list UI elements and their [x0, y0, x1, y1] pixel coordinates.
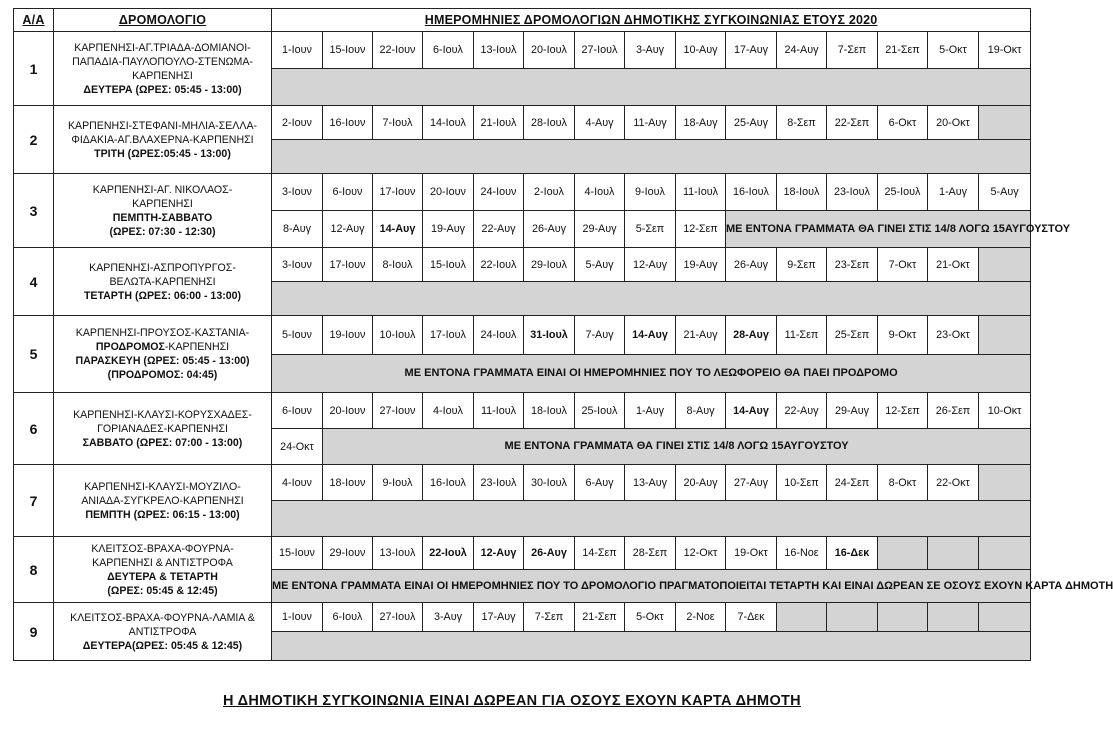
route-line: ΓΟΡΙΑΝΑΔΕΣ-ΚΑΡΠΕΝΗΣΙ — [97, 422, 228, 435]
header-row — [14, 9, 1031, 32]
route-number: 2 — [14, 106, 54, 174]
date-cell: 19-Αυγ — [676, 248, 726, 282]
date-cell: 15-Ιουν — [272, 537, 323, 570]
date-cell: 11-Σεπ — [777, 316, 827, 355]
route-number: 9 — [14, 603, 54, 661]
route-line: ΚΑΡΠΕΝΗΣΙ-ΑΓ.ΤΡΙΑΔΑ-ΔΟΜΙΑΝΟΙ- — [74, 41, 251, 54]
route-days-hours: ΠΕΜΠΤΗ (ΩΡΕΣ: 06:15 - 13:00) — [85, 508, 240, 521]
date-cell: 18-Ιουλ — [524, 393, 575, 429]
date-cell: 29-Ιουλ — [524, 248, 575, 282]
date-cell: 28-Σεπ — [625, 537, 676, 570]
empty-cell — [777, 603, 827, 632]
date-cell: 4-Ιουν — [272, 465, 323, 501]
route-row — [14, 465, 1031, 501]
empty-band — [272, 140, 1031, 174]
route-line: ΚΑΡΠΕΝΗΣΙ-ΣΤΕΦΑΝΙ-ΜΗΛΙΑ-ΣΕΛΛΑ- — [67, 119, 258, 132]
date-cell: 24-Σεπ — [827, 465, 878, 501]
date-cell: 3-Αυγ — [423, 603, 474, 632]
date-cell: 24-Αυγ — [777, 32, 827, 69]
date-cell: 3-Ιουν — [272, 248, 323, 282]
note-cell: ΜΕ ΕΝΤΟΝΑ ΓΡΑΜΜΑΤΑ ΘΑ ΓΙΝΕΙ ΣΤΙΣ 14/8 ΛΟΓΩ 15ΑΥΓΟΥΣΤΟΥ — [726, 211, 1031, 248]
route-line: ΠΑΠΑΔΙΑ-ΠΑΥΛΟΠΟΥΛΟ-ΣΤΕΝΩΜΑ- — [72, 55, 253, 68]
empty-cell — [878, 603, 928, 632]
date-cell: 22-Σεπ — [827, 106, 878, 140]
route-line: ΚΑΡΠΕΝΗΣΙ-ΚΛΑΥΣΙ-ΚΟΡΥΣΧΑΔΕΣ- — [73, 408, 252, 421]
route-number: 5 — [14, 316, 54, 393]
date-cell: 23-Οκτ — [928, 316, 979, 355]
date-cell: 11-Ιουλ — [474, 393, 524, 429]
route-description — [54, 465, 272, 537]
schedule-body — [14, 32, 1113, 661]
date-cell: 9-Ιουλ — [373, 465, 423, 501]
date-cell: 2-Ιουλ — [524, 174, 575, 211]
schedule-table — [13, 8, 1113, 661]
date-cell: 14-Αυγ — [726, 393, 777, 429]
route-row — [14, 393, 1031, 429]
footer-note: Η ΔΗΜΟΤΙΚΗ ΣΥΓΚΟΙΝΩΝΙΑ ΕΙΝΑΙ ΔΩΡΕΑΝ ΓΙΑ ΟΣΟΥΣ ΕΧΟΥΝ ΚΑΡΤΑ ΔΗΜΟΤΗ — [223, 693, 801, 709]
route-row — [14, 32, 1031, 69]
route-days-hours: ΠΕΜΠΤΗ-ΣΑΒΒΑΤΟ — [112, 211, 213, 224]
date-cell: 5-Οκτ — [625, 603, 676, 632]
route-days-hours: ΔΕΥΤΕΡΑ & ΤΕΤΑΡΤΗ — [107, 570, 218, 583]
date-cell: 2-Ιουν — [272, 106, 323, 140]
schedule-sheet — [13, 8, 1113, 690]
route-number: 6 — [14, 393, 54, 465]
date-cell: 23-Ιουλ — [474, 465, 524, 501]
date-cell: 4-Ιουλ — [575, 174, 625, 211]
date-cell: 11-Ιουλ — [676, 174, 726, 211]
date-cell: 28-Αυγ — [726, 316, 777, 355]
date-cell: 15-Ιουν — [323, 32, 373, 69]
date-cell: 10-Σεπ — [777, 465, 827, 501]
date-cell: 25-Ιουλ — [575, 393, 625, 429]
date-cell: 14-Αυγ — [625, 316, 676, 355]
route-description — [54, 32, 272, 106]
date-cell: 21-Ιουλ — [474, 106, 524, 140]
date-cell: 8-Σεπ — [777, 106, 827, 140]
route-number: 3 — [14, 174, 54, 248]
date-cell: 21-Οκτ — [928, 248, 979, 282]
route-number: 7 — [14, 465, 54, 537]
date-cell: 29-Αυγ — [827, 393, 878, 429]
date-cell: 16-Ιουν — [323, 106, 373, 140]
date-cell: 6-Ιουλ — [423, 32, 474, 69]
route-description — [54, 393, 272, 465]
date-cell: 5-Οκτ — [928, 32, 979, 69]
date-cell: 1-Αυγ — [928, 174, 979, 211]
date-cell: 20-Ιουλ — [524, 32, 575, 69]
date-cell: 13-Αυγ — [625, 465, 676, 501]
route-row — [14, 106, 1031, 140]
route-line: ΚΑΡΠΕΝΗΣΙ-ΚΛΑΥΣΙ-ΜΟΥΖΙΛΟ- — [84, 480, 241, 493]
route-line: ΦΙΔΑΚΙΑ-ΑΓ.ΒΛΑΧΕΡΝΑ-ΚΑΡΠΕΝΗΣΙ — [71, 133, 254, 146]
date-cell: 21-Σεπ — [878, 32, 928, 69]
date-cell: 12-Αυγ — [625, 248, 676, 282]
date-cell: 18-Ιουλ — [777, 174, 827, 211]
date-cell: 1-Ιουν — [272, 32, 323, 69]
route-number: 4 — [14, 248, 54, 316]
date-cell: 19-Οκτ — [979, 32, 1031, 69]
date-cell: 3-Αυγ — [625, 32, 676, 69]
date-cell: 7-Σεπ — [827, 32, 878, 69]
route-number: 1 — [14, 32, 54, 106]
note-cell: ΜΕ ΕΝΤΟΝΑ ΓΡΑΜΜΑΤΑ ΘΑ ΓΙΝΕΙ ΣΤΙΣ 14/8 ΛΟΓΩ 15ΑΥΓΟΥΣΤΟΥ — [323, 429, 1031, 465]
route-days-hours: ΤΕΤΑΡΤΗ (ΩΡΕΣ: 06:00 - 13:00) — [83, 289, 242, 302]
date-cell: 13-Ιουλ — [373, 537, 423, 570]
empty-band — [272, 501, 1031, 537]
route-line-bold: ΠΡΟΔΡΟΜΟΣ — [95, 341, 165, 353]
date-cell: 6-Ιουν — [272, 393, 323, 429]
route-row — [14, 316, 1031, 355]
note-cell: ΜΕ ΕΝΤΟΝΑ ΓΡΑΜΜΑΤΑ ΕΙΝΑΙ ΟΙ ΗΜΕΡΟΜΗΝΙΕΣ ΠΟΥ ΤΟ ΔΡΟΜΟΛΟΓΙΟ ΠΡΑΓΜΑΤΟΠΟΙΕΙΤΑΙ ΤΕΤΑΡΤΗ ΚΑΙ ΕΙΝΑΙ ΔΩΡΕΑΝ ΣΕ ΟΣΟΥΣ ΕΧΟΥΝ ΚΑΡΤΑ ΔΗΜΟΤΗ — [272, 570, 1031, 603]
date-cell: 13-Ιουλ — [474, 32, 524, 69]
route-line: ΚΑΡΠΕΝΗΣΙ-ΑΓ. ΝΙΚΟΛΑΟΣ- — [92, 183, 233, 196]
date-cell: 14-Ιουλ — [423, 106, 474, 140]
route-description — [54, 174, 272, 248]
date-cell: 24-Ιουλ — [474, 316, 524, 355]
date-cell: 4-Ιουλ — [423, 393, 474, 429]
route-description — [54, 603, 272, 661]
date-cell: 12-Σεπ — [878, 393, 928, 429]
route-description — [54, 537, 272, 603]
route-line: ΚΑΡΠΕΝΗΣΙ — [132, 197, 193, 210]
route-days-hours: ΣΑΒΒΑΤΟ (ΩΡΕΣ: 07:00 - 13:00) — [82, 436, 243, 449]
date-cell: 22-Ιουλ — [474, 248, 524, 282]
route-days-hours: ΔΕΥΤΕΡΑ (ΩΡΕΣ: 05:45 - 13:00) — [83, 83, 242, 96]
date-cell: 20-Ιουν — [323, 393, 373, 429]
date-cell: 7-Οκτ — [878, 248, 928, 282]
date-cell: 12-Οκτ — [676, 537, 726, 570]
date-cell: 22-Αυγ — [777, 393, 827, 429]
route-line: ΒΕΛΩΤΑ-ΚΑΡΠΕΝΗΣΙ — [109, 275, 216, 288]
route-description — [54, 316, 272, 393]
date-cell: 1-Ιουν — [272, 603, 323, 632]
empty-band — [272, 282, 1031, 316]
date-cell: 6-Αυγ — [575, 465, 625, 501]
date-cell: 12-Αυγ — [474, 537, 524, 570]
empty-cell — [979, 248, 1031, 282]
route-line: ΚΛΕΙΤΣΟΣ-ΒΡΑΧΑ-ΦΟΥΡΝΑ- — [91, 542, 234, 555]
date-cell: 12-Αυγ — [323, 211, 373, 248]
date-cell: 1-Αυγ — [625, 393, 676, 429]
route-days-hours: ΠΑΡΑΣΚΕΥΗ (ΩΡΕΣ: 05:45 - 13:00) — [75, 355, 250, 367]
date-cell: 25-Ιουλ — [878, 174, 928, 211]
date-cell: 7-Ιουλ — [373, 106, 423, 140]
date-cell: 21-Σεπ — [575, 603, 625, 632]
date-cell: 25-Αυγ — [726, 106, 777, 140]
date-cell: 5-Σεπ — [625, 211, 676, 248]
date-cell: 28-Ιουλ — [524, 106, 575, 140]
date-cell: 16-Νοε — [777, 537, 827, 570]
date-cell: 31-Ιουλ — [524, 316, 575, 355]
empty-cell — [878, 537, 928, 570]
date-cell: 27-Ιουλ — [575, 32, 625, 69]
route-header: ΔΡΟΜΟΛΟΓΙΟ — [54, 9, 272, 32]
date-cell: 22-Οκτ — [928, 465, 979, 501]
route-line: ΚΛΕΙΤΣΟΣ-ΒΡΑΧΑ-ΦΟΥΡΝΑ-ΛΑΜΙΑ & — [70, 611, 255, 624]
empty-cell — [979, 316, 1031, 355]
empty-cell — [928, 537, 979, 570]
route-line — [54, 340, 271, 354]
date-cell: 24-Οκτ — [272, 429, 323, 465]
date-cell: 2-Νοε — [676, 603, 726, 632]
aa-header: Α/Α — [14, 9, 54, 32]
date-cell: 10-Αυγ — [676, 32, 726, 69]
route-number: 8 — [14, 537, 54, 603]
route-row — [14, 537, 1031, 570]
route-days-hours: ΔΕΥΤΕΡΑ(ΩΡΕΣ: 05:45 & 12:45) — [82, 639, 243, 652]
date-cell: 18-Ιουν — [323, 465, 373, 501]
date-cell: 4-Αυγ — [575, 106, 625, 140]
date-cell: 5-Ιουν — [272, 316, 323, 355]
date-cell: 14-Σεπ — [575, 537, 625, 570]
date-cell: 26-Αυγ — [524, 211, 575, 248]
route-line: ΚΑΡΠΕΝΗΣΙ & ΑΝΤΙΣΤΡΟΦΑ — [92, 556, 233, 569]
date-cell: 16-Δεκ — [827, 537, 878, 570]
date-cell: 19-Ιουν — [323, 316, 373, 355]
date-cell: 27-Ιουν — [373, 393, 423, 429]
date-cell: 12-Σεπ — [676, 211, 726, 248]
route-days-hours: ΤΡΙΤΗ (ΩΡΕΣ:05:45 - 13:00) — [94, 147, 231, 160]
date-cell: 29-Ιουν — [323, 537, 373, 570]
empty-cell — [979, 537, 1031, 570]
date-cell: 23-Ιουλ — [827, 174, 878, 211]
date-cell: 9-Σεπ — [777, 248, 827, 282]
date-cell: 16-Ιουλ — [726, 174, 777, 211]
date-cell: 9-Ιουλ — [625, 174, 676, 211]
date-cell: 8-Ιουλ — [373, 248, 423, 282]
date-cell: 17-Ιουλ — [423, 316, 474, 355]
note-cell: ΜΕ ΕΝΤΟΝΑ ΓΡΑΜΜΑΤΑ ΕΙΝΑΙ ΟΙ ΗΜΕΡΟΜΗΝΙΕΣ ΠΟΥ ΤΟ ΛΕΩΦΟΡΕΙΟ ΘΑ ΠΑΕΙ ΠΡΟΔΡΟΜΟ — [272, 355, 1031, 393]
route-row — [14, 248, 1031, 282]
date-cell: 20-Αυγ — [676, 465, 726, 501]
date-cell: 5-Αυγ — [979, 174, 1031, 211]
date-cell: 20-Ιουν — [423, 174, 474, 211]
route-row — [14, 174, 1031, 211]
route-days-hours: (ΩΡΕΣ: 07:30 - 12:30) — [109, 225, 216, 238]
date-cell: 8-Αυγ — [272, 211, 323, 248]
date-cell: 6-Οκτ — [878, 106, 928, 140]
empty-cell — [979, 106, 1031, 140]
date-cell: 23-Σεπ — [827, 248, 878, 282]
date-cell: 18-Αυγ — [676, 106, 726, 140]
empty-band — [272, 632, 1031, 661]
date-cell: 8-Αυγ — [676, 393, 726, 429]
date-cell: 22-Ιουν — [373, 32, 423, 69]
empty-cell — [928, 603, 979, 632]
date-cell: 6-Ιουλ — [323, 603, 373, 632]
date-cell: 20-Οκτ — [928, 106, 979, 140]
route-line: ΚΑΡΠΕΝΗΣΙ — [132, 69, 193, 82]
date-cell: 14-Αυγ — [373, 211, 423, 248]
date-cell: 10-Οκτ — [979, 393, 1031, 429]
route-line: ΚΑΡΠΕΝΗΣΙ-ΠΡΟΥΣΟΣ-ΚΑΣΤΑΝΙΑ- — [75, 327, 250, 339]
route-days-hours: (ΠΡΟΔΡΟΜΟΣ: 04:45) — [107, 369, 218, 381]
route-description — [54, 106, 272, 174]
date-cell: 26-Αυγ — [524, 537, 575, 570]
route-line: ΑΝΤΙΣΤΡΟΦΑ — [128, 625, 197, 638]
date-cell: 26-Σεπ — [928, 393, 979, 429]
date-cell: 15-Ιουλ — [423, 248, 474, 282]
date-cell: 27-Ιουλ — [373, 603, 423, 632]
empty-cell — [827, 603, 878, 632]
date-cell: 24-Ιουν — [474, 174, 524, 211]
date-cell: 17-Ιουν — [323, 248, 373, 282]
date-cell: 11-Αυγ — [625, 106, 676, 140]
date-cell: 26-Αυγ — [726, 248, 777, 282]
date-cell: 27-Αυγ — [726, 465, 777, 501]
route-description — [54, 248, 272, 316]
date-cell: 19-Οκτ — [726, 537, 777, 570]
date-cell: 22-Ιουλ — [423, 537, 474, 570]
date-cell: 19-Αυγ — [423, 211, 474, 248]
route-days-hours: (ΩΡΕΣ: 05:45 & 12:45) — [107, 584, 218, 597]
empty-cell — [979, 465, 1031, 501]
date-cell: 30-Ιουλ — [524, 465, 575, 501]
route-line: ΑΝΙΑΔΑ-ΣΥΓΚΡΕΛΟ-ΚΑΡΠΕΝΗΣΙ — [81, 494, 244, 507]
date-cell: 29-Αυγ — [575, 211, 625, 248]
date-cell: 16-Ιουλ — [423, 465, 474, 501]
date-cell: 17-Αυγ — [726, 32, 777, 69]
date-cell: 9-Οκτ — [878, 316, 928, 355]
date-cell: 22-Αυγ — [474, 211, 524, 248]
date-cell: 25-Σεπ — [827, 316, 878, 355]
route-line-rest: -ΚΑΡΠΕΝΗΣΙ — [164, 341, 230, 353]
date-cell: 21-Αυγ — [676, 316, 726, 355]
route-line: ΚΑΡΠΕΝΗΣΙ-ΑΣΠΡΟΠΥΡΓΟΣ- — [89, 261, 236, 274]
date-cell: 3-Ιουν — [272, 174, 323, 211]
date-cell: 17-Αυγ — [474, 603, 524, 632]
date-cell: 7-Σεπ — [524, 603, 575, 632]
empty-cell — [979, 603, 1031, 632]
empty-band — [272, 69, 1031, 106]
dates-title: ΗΜΕΡΟΜΗΝΙΕΣ ΔΡΟΜΟΛΟΓΙΩΝ ΔΗΜΟΤΙΚΗΣ ΣΥΓΚΟΙΝΩΝΙΑΣ ΕΤΟΥΣ 2020 — [272, 9, 1031, 32]
date-cell: 10-Ιουλ — [373, 316, 423, 355]
date-cell: 8-Οκτ — [878, 465, 928, 501]
date-cell: 6-Ιουν — [323, 174, 373, 211]
date-cell: 5-Αυγ — [575, 248, 625, 282]
date-cell: 17-Ιουν — [373, 174, 423, 211]
date-cell: 7-Αυγ — [575, 316, 625, 355]
date-cell: 7-Δεκ — [726, 603, 777, 632]
route-row — [14, 603, 1031, 632]
